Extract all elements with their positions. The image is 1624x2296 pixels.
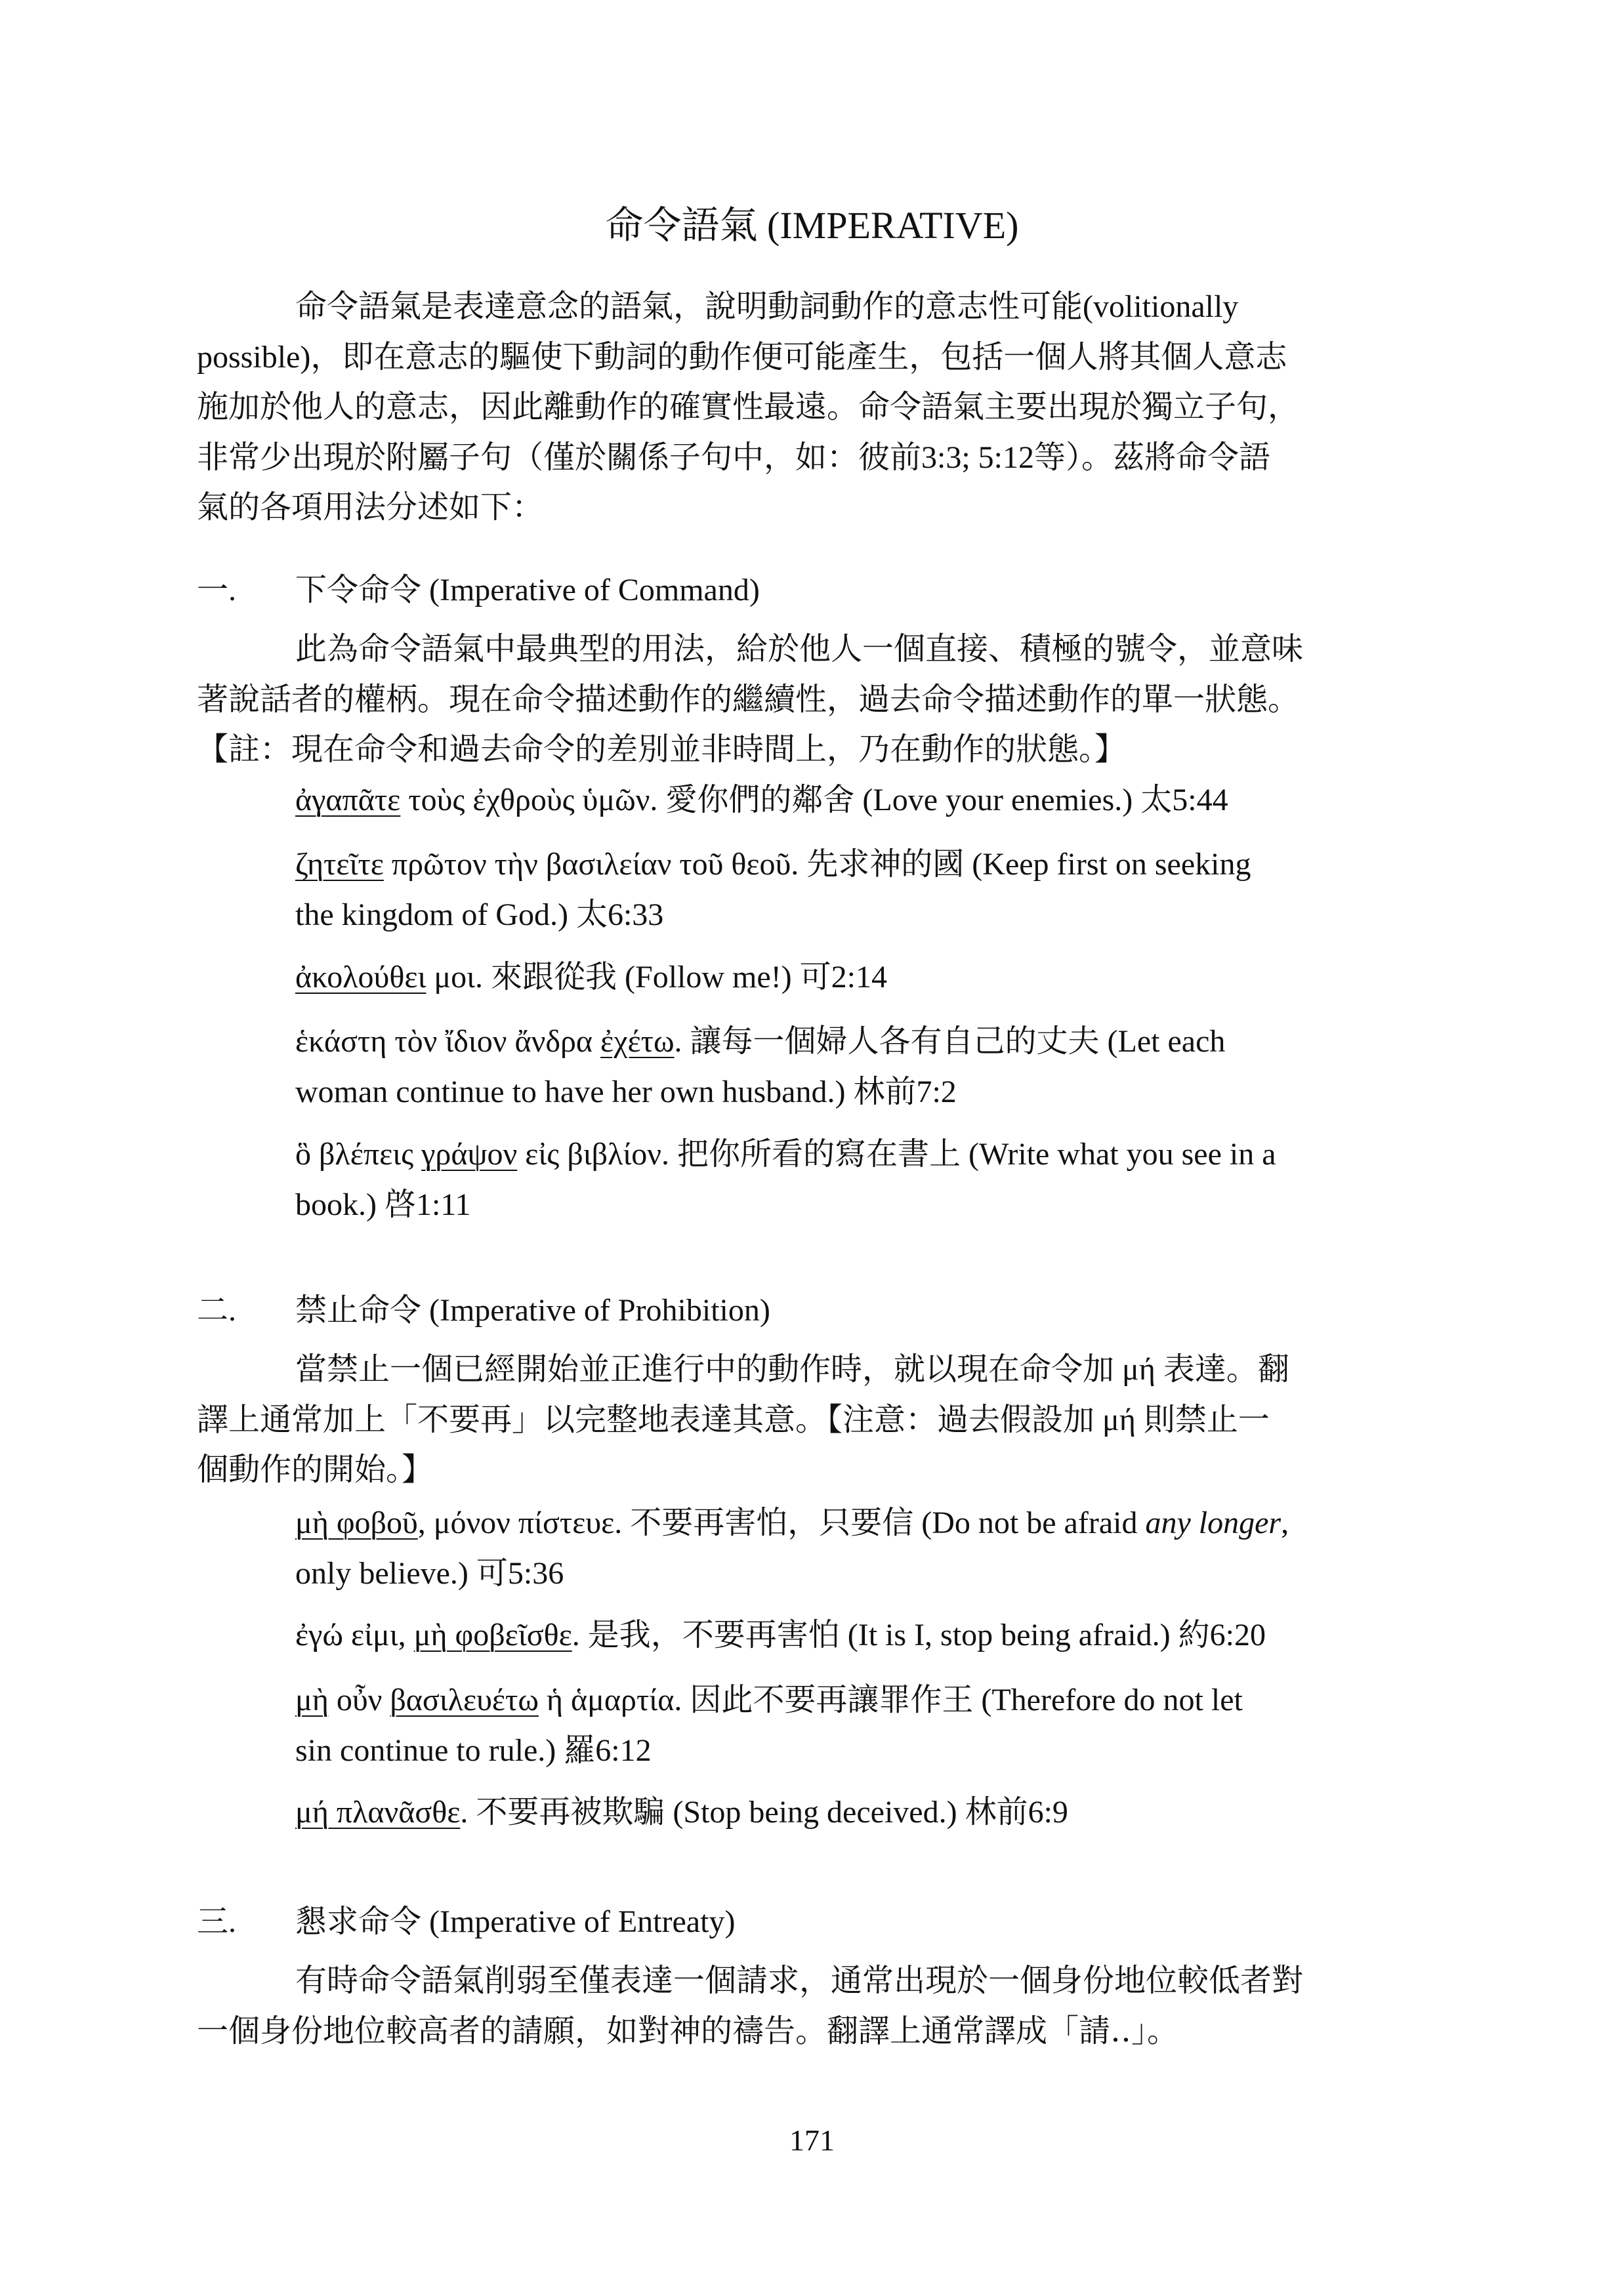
paragraph-line: 【註：現在命令和過去命令的差別並非時間上，乃在動作的狀態。】 [197,732,1127,767]
underlined-imperative: ἀκολούθει [295,960,427,994]
example-text: , μόνον πίστευε. 不要再害怕，只要信 (Do not be afraid [417,1506,1146,1540]
section-2-paragraph [197,1345,1440,1496]
example-sentence [295,1788,1440,1838]
section-3-paragraph [197,1956,1440,2057]
underlined-imperative: μὴ φοβεῖσθε [413,1618,572,1652]
example-text: the kingdom of God.) 太6:33 [295,897,664,932]
example-line [295,890,1440,941]
paragraph-line: 有時命令語氣削弱至僅表達一個請求，通常出現於一個身份地位較低者對 [295,1963,1304,1998]
example-line [295,1498,1440,1549]
example-text: ἡ ἁμαρτία. 因此不要再讓罪作王 (Therefore do not let [538,1683,1243,1717]
paragraph-line: possible)，即在意志的驅使下動詞的動作便可能產生，包括一個人將其個人意志 [197,339,1287,375]
paragraph-line: 譯上通常加上「不要再」以完整地表達其意。【注意：過去假設加 μή 則禁止一 [197,1402,1270,1437]
intro-paragraph [197,282,1440,533]
paragraph-line: 此為命令語氣中最典型的用法，給於他人一個直接、積極的號令，並意味 [295,632,1304,666]
underlined-imperative: ἐχέτω [600,1024,675,1059]
example-line [295,1180,1440,1231]
section-number: 二. [197,1293,237,1328]
section-title: 禁止命令 (Imperative of Prohibition) [295,1293,770,1328]
example-line [295,775,1440,826]
section-1-paragraph [197,625,1440,775]
example-sentence [295,1017,1440,1117]
example-sentence [295,1130,1440,1230]
example-text: sin continue to rule.) 羅6:12 [295,1732,652,1768]
example-text: ὃ βλέπεις [295,1137,422,1172]
emphasis-text: any longer [1145,1506,1281,1540]
example-text: ἐγώ εἰμι, [295,1618,414,1652]
example-text: εἰς βιβλίον. 把你所看的寫在書上 (Write what you see in a [517,1137,1276,1172]
section-number: 三. [197,1904,237,1939]
example-line [295,1130,1440,1180]
example-line [295,1788,1440,1838]
underlined-imperative: ζητεῖτε [295,847,384,882]
section-1-heading [197,565,760,616]
example-line [295,1549,1440,1599]
example-sentence [295,840,1440,940]
underlined-imperative: μὴ [295,1683,329,1717]
section-title: 下令命令 (Imperative of Command) [295,573,760,607]
example-line [295,953,1440,1003]
paragraph-line: 氣的各項用法分述如下： [197,490,544,525]
example-line [295,1726,1440,1776]
example-text: woman continue to have her own husband.) 林前7:2 [295,1074,957,1109]
paragraph-line: 施加於他人的意志，因此離動作的確實性最遠。命令語氣主要出現於獨立子句， [197,390,1300,424]
example-line [295,1017,1440,1067]
section-number: 一. [197,573,237,607]
underlined-imperative: μὴ φοβοῦ [295,1506,418,1540]
underlined-imperative: γράψον [421,1137,518,1172]
example-text: πρῶτον τὴν βασιλείαν τοῦ θεοῦ. 先求神的國 (Keep first on seeking [383,847,1251,882]
section-2-heading [197,1286,770,1336]
example-text: only believe.) 可5:36 [295,1555,564,1591]
paragraph-line: 非常少出現於附屬子句（僅於關係子句中，如：彼前3:3; 5:12等）。茲將命令語 [197,440,1271,475]
example-sentence [295,1498,1440,1599]
paragraph-line: 當禁止一個已經開始並正進行中的動作時，就以現在命令加 μή 表達。翻 [295,1352,1289,1387]
example-text: . 不要再被欺騙 (Stop being deceived.) 林前6:9 [460,1795,1068,1830]
example-text: οὖν [328,1683,390,1717]
example-text: μοι. 來跟從我 (Follow me!) 可2:14 [426,960,888,994]
section-title: 懇求命令 (Imperative of Entreaty) [295,1904,736,1939]
page-number: 171 [789,2123,835,2157]
section-3-heading [197,1897,735,1948]
paragraph-line: 一個身份地位較高者的請願，如對神的禱告。翻譯上通常譯成「請‥」。 [197,2013,1179,2049]
paragraph-line: 著說話者的權柄。現在命令描述動作的繼續性，過去命令描述動作的單一狀態。 [197,682,1300,717]
example-text: , [1281,1506,1289,1540]
paragraph-line: 命令語氣是表達意念的語氣，說明動詞動作的意志性可能(volitionally [295,289,1239,324]
example-line [295,840,1440,890]
example-text: τοὺς ἐχθροὺς ὑμῶν. 愛你們的鄰舍 (Love your enemies.) 太5:44 [400,783,1228,817]
example-line [295,1675,1440,1726]
example-text: ἑκάστη τὸν ἴδιον ἄνδρα [295,1024,601,1059]
example-text: . 讓每一個婦人各有自己的丈夫 (Let each [674,1024,1226,1059]
example-text: . 是我，不要再害怕 (It is I, stop being afraid.) 約6:20 [572,1618,1266,1652]
example-sentence [295,775,1440,826]
page-title: 命令語氣 (IMPERATIVE) [605,204,1019,247]
example-text: book.) 啓1:11 [295,1187,471,1222]
underlined-imperative: βασιλευέτω [390,1683,539,1717]
underlined-imperative: μή πλανᾶσθε [295,1795,461,1830]
example-sentence [295,1610,1440,1661]
example-sentence [295,1675,1440,1776]
paragraph-line: 個動作的開始。】 [197,1452,434,1487]
example-sentence [295,953,1440,1003]
example-line [295,1067,1440,1118]
underlined-imperative: ἀγαπᾶτε [295,783,401,817]
example-line [295,1610,1440,1661]
